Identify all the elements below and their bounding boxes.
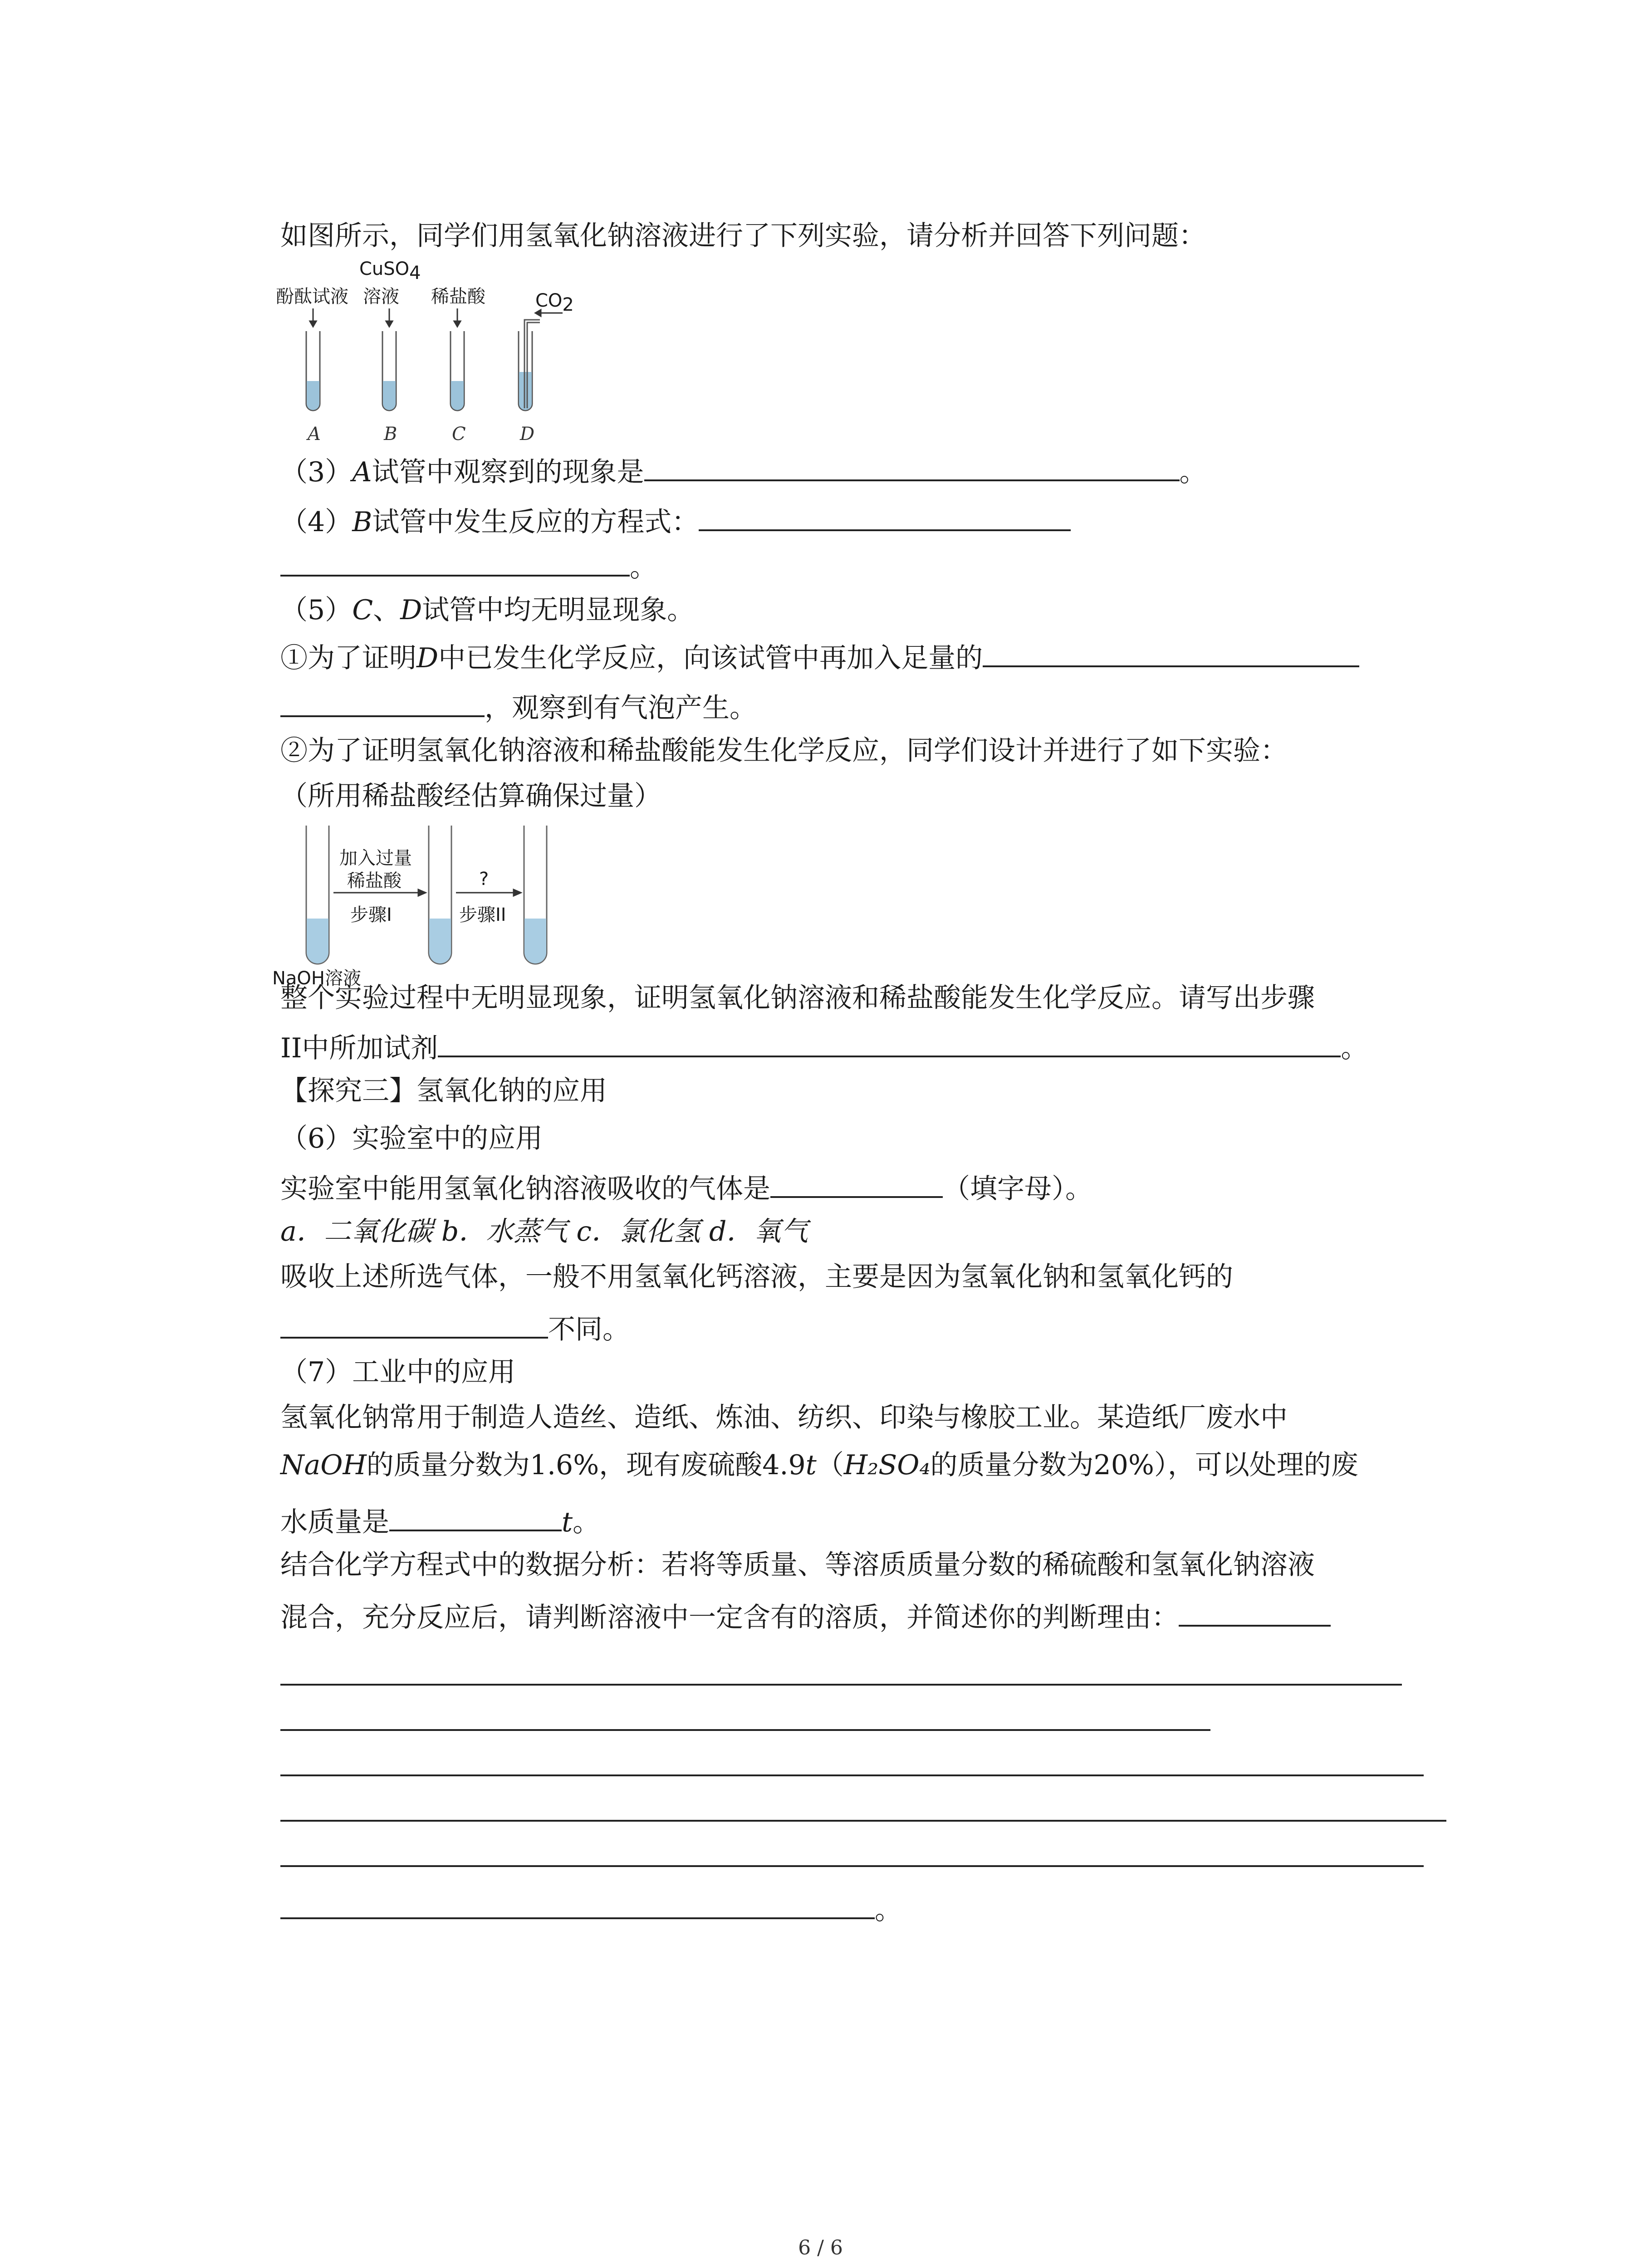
answer-line-2[interactable] [280, 1729, 1210, 1731]
reagent-label-b-formula: CuSO$_4$ [359, 259, 421, 284]
question-6-line1: 实验室中能用氢氧化钠溶液吸收的气体是 （填字母）。 [280, 1168, 1092, 1207]
answer-blank-q7-start[interactable] [1179, 1597, 1331, 1627]
answer-line-4[interactable] [280, 1820, 1446, 1822]
answer-blank-q4a[interactable] [699, 501, 1071, 531]
naoh-label: NaOH溶液 [272, 968, 361, 989]
step-2-question-mark: ? [479, 869, 489, 890]
answer-blank-q3[interactable] [644, 451, 1180, 481]
answer-line-6-row: 。 [280, 1889, 902, 1928]
step-2-label: 步骤II [459, 904, 506, 925]
answer-line-3[interactable] [280, 1774, 1424, 1776]
question-5-part2-note: （所用稀盐酸经估算确保过量） [280, 780, 661, 812]
answer-blank-q6-reason[interactable] [280, 1309, 548, 1339]
test-tubes-drawing [272, 259, 590, 449]
intro-text: 如图所示，同学们用氢氧化钠溶液进行了下列实验，请分析并回答下列问题： [280, 220, 1206, 252]
question-5-part1-cont: ，观察到有气泡产生。 [280, 687, 757, 726]
answer-line-6[interactable] [280, 1889, 875, 1919]
answer-line-1[interactable] [280, 1684, 1402, 1686]
question-4-cont: 。 [280, 547, 657, 586]
question-7-line1: 氢氧化钠常用于制造人造丝、造纸、炼油、纺织、印染与橡胶工业。某造纸厂废水中 [280, 1402, 1288, 1433]
question-7-line2: NaOH的质量分数为1.6%，现有废硫酸4.9t（H₂SO₄的质量分数为20%），可以处理的废 [280, 1449, 1358, 1481]
question-5-part1: ①为了证明D中已发生化学反应，向该试管中再加入足量的 [280, 637, 1359, 676]
step-1-label: 步骤I [350, 904, 392, 925]
question-3: （3）A试管中观察到的现象是 。 [280, 451, 1207, 490]
page-number: 6 / 6 [798, 2236, 843, 2259]
tube-label-b: B [384, 424, 397, 445]
test-tubes-figure [272, 259, 590, 449]
answer-blank-q7-mass[interactable] [389, 1501, 562, 1531]
question-5-tail-1: 整个实验过程中无明显现象，证明氢氧化钠溶液和稀盐酸能发生化学反应。请写出步骤 [280, 982, 1315, 1014]
question-6-options: a．二氧化碳 b．水蒸气 c．氯化氢 d．氧气 [280, 1216, 808, 1247]
gas-label-d: $CO_2$ [535, 290, 574, 315]
answer-blank-step2-reagent[interactable] [438, 1027, 1341, 1057]
answer-blank-q5-1b[interactable] [280, 687, 485, 717]
question-6-title: （6）实验室中的应用 [280, 1123, 543, 1154]
question-5-part2: ②为了证明氢氧化钠溶液和稀盐酸能发生化学反应，同学们设计并进行了如下实验： [280, 735, 1288, 767]
add-acid-label-2: 稀盐酸 [347, 870, 402, 891]
question-4: （4）B试管中发生反应的方程式： [280, 501, 1071, 540]
reagent-label-a: 酚酞试液 [276, 286, 348, 307]
question-6-line4: 不同。 [280, 1309, 630, 1348]
add-acid-label-1: 加入过量 [339, 848, 412, 869]
answer-blank-q4b[interactable] [280, 547, 630, 577]
answer-line-5[interactable] [280, 1865, 1424, 1867]
tube-label-a: A [308, 424, 321, 445]
tube-label-d: D [520, 424, 535, 445]
neutralization-drawing [272, 816, 590, 989]
section-3-title: 【探究三】氢氧化钠的应用 [280, 1075, 607, 1107]
question-5: （5）C、D试管中均无明显现象。 [280, 594, 695, 626]
answer-blank-q6-gas[interactable] [770, 1168, 943, 1198]
tube-label-c: C [452, 424, 466, 445]
question-7-line4: 结合化学方程式中的数据分析：若将等质量、等溶质质量分数的稀硫酸和氢氧化钠溶液 [280, 1549, 1315, 1581]
question-7-line3: 水质量是 t。 [280, 1501, 600, 1540]
question-5-tail-2: II中所加试剂 。 [280, 1027, 1368, 1066]
reagent-label-b-text: 溶液 [363, 286, 399, 307]
reagent-label-c: 稀盐酸 [431, 286, 485, 307]
question-7-title: （7）工业中的应用 [280, 1356, 516, 1388]
answer-blank-q5-1a[interactable] [983, 637, 1359, 667]
question-7-line5: 混合，充分反应后，请判断溶液中一定含有的溶质，并简述你的判断理由： [280, 1597, 1331, 1636]
question-6-line3: 吸收上述所选气体，一般不用氢氧化钙溶液，主要是因为氢氧化钠和氢氧化钙的 [280, 1261, 1233, 1293]
neutralization-figure [272, 816, 590, 989]
